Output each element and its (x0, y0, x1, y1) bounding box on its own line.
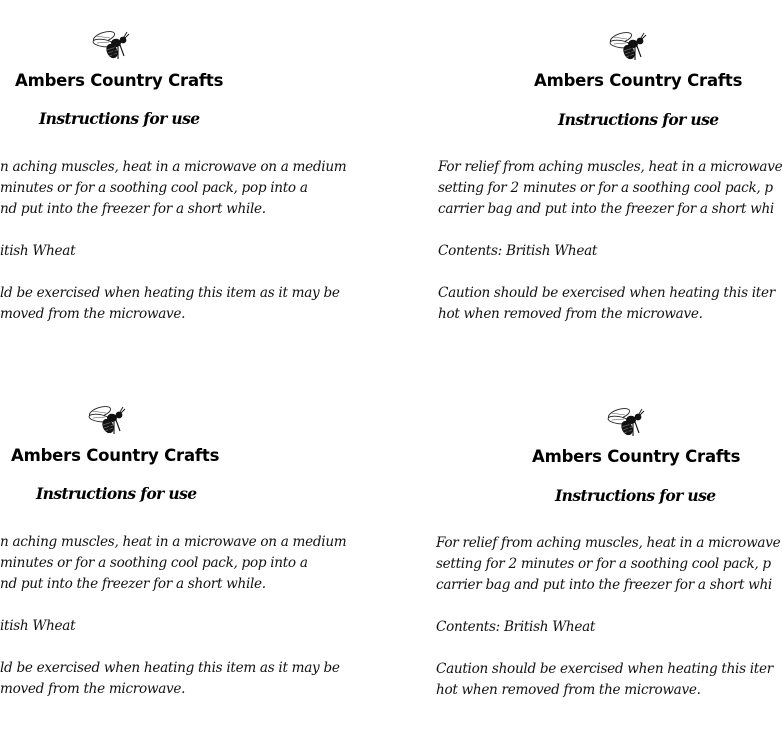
instructions-heading: Instructions for use (39, 109, 200, 128)
instruction-line: setting for 2 minutes or for a soothing cool pack, p (436, 556, 771, 572)
instruction-line: setting for 2 minutes or for a soothing cool pack, p (438, 180, 773, 196)
label-top-left (0, 0, 370, 368)
contents-line: Contents: British Wheat (436, 619, 596, 635)
bee-icon (86, 404, 126, 438)
contents-line: Contents: British Wheat (438, 243, 598, 259)
label-bottom-right (370, 368, 781, 736)
brand-name: Ambers Country Crafts (15, 71, 224, 90)
bee-icon (90, 29, 130, 63)
caution-line: moved from the microwave. (0, 306, 186, 322)
caution-line: ld be exercised when heating this item as it may be (0, 660, 340, 676)
contents-line: itish Wheat (0, 618, 76, 634)
instruction-line: For relief from aching muscles, heat in a microwave (436, 535, 781, 551)
bee-icon (607, 30, 647, 64)
caution-line: moved from the microwave. (0, 681, 186, 697)
caution-line: Caution should be exercised when heating this iter (436, 661, 773, 677)
instruction-line: nd put into the freezer for a short while. (0, 201, 266, 217)
instruction-line: minutes or for a soothing cool pack, pop into a (0, 180, 308, 196)
contents-line: itish Wheat (0, 243, 76, 259)
instruction-line: For relief from aching muscles, heat in a microwave (438, 159, 782, 175)
instructions-heading: Instructions for use (36, 484, 197, 503)
instruction-line: minutes or for a soothing cool pack, pop into a (0, 555, 308, 571)
instruction-line: carrier bag and put into the freezer for a short whi (436, 577, 772, 593)
label-top-right (370, 0, 782, 368)
caution-line: Caution should be exercised when heating this iter (438, 285, 775, 301)
caution-line: ld be exercised when heating this item as it may be (0, 285, 340, 301)
instructions-heading: Instructions for use (555, 486, 716, 505)
instruction-line: n aching muscles, heat in a microwave on a medium (0, 534, 347, 550)
instructions-heading: Instructions for use (558, 110, 719, 129)
instruction-line: n aching muscles, heat in a microwave on a medium (0, 159, 347, 175)
bee-icon (605, 406, 645, 440)
instruction-line: carrier bag and put into the freezer for a short whi (438, 201, 774, 217)
label-bottom-left (0, 368, 370, 736)
brand-name: Ambers Country Crafts (11, 446, 220, 465)
caution-line: hot when removed from the microwave. (438, 306, 703, 322)
brand-name: Ambers Country Crafts (534, 71, 743, 90)
caution-line: hot when removed from the microwave. (436, 682, 701, 698)
instruction-line: nd put into the freezer for a short while. (0, 576, 266, 592)
brand-name: Ambers Country Crafts (532, 447, 741, 466)
